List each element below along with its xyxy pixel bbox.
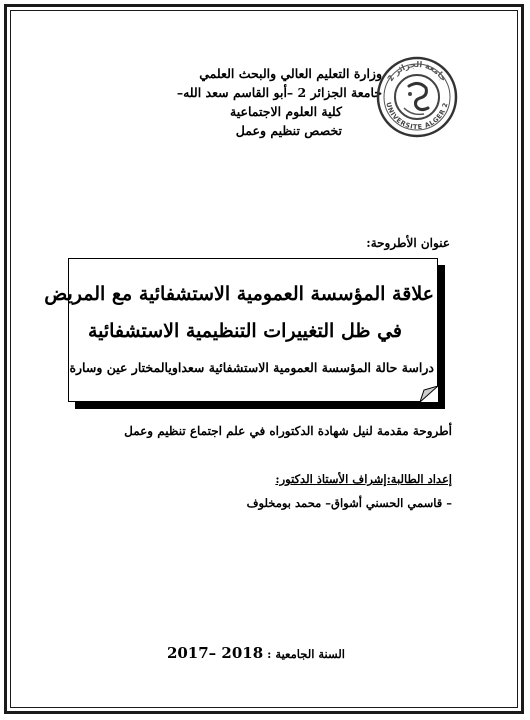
- page-curl-icon: [420, 386, 438, 402]
- institution-header: [92, 64, 382, 140]
- university-logo: [376, 52, 458, 142]
- academic-year-label: السنة الجامعية :: [267, 647, 345, 661]
- ministry-line: وزارة التعليم العالي والبحث العلمي: [199, 66, 382, 81]
- faculty-line: كلية العلوم الاجتماعية: [230, 104, 342, 119]
- academic-year-value: 2017– 2018: [166, 644, 264, 662]
- prepared-supervised-label: إعداد الطالبة:إشراف الأستاذ الدكتور:: [275, 472, 452, 486]
- svg-text:UNIVERSITE ALGER 2: UNIVERSITE ALGER 2: [384, 101, 450, 132]
- svg-text:جامعة الجزائر 2: جامعة الجزائر 2: [385, 59, 449, 83]
- student-supervisor-names: – قاسمي الحسني أشواق– محمد بومخلوف: [246, 496, 452, 510]
- specialty-line: تخصص تنظيم وعمل: [235, 123, 342, 138]
- thesis-title-line-2: في ظل التغييرات التنظيمية الاستشفائية: [87, 320, 402, 342]
- thesis-title-label: عنوان الأطروحة:: [366, 236, 450, 250]
- thesis-subtitle: دراسة حالة المؤسسة العمومية الاستشفائية سعداويالمختار عين وسارة: [69, 360, 434, 375]
- academic-year: [145, 644, 345, 662]
- thesis-title-line-1: علاقة المؤسسة العمومية الاستشفائية مع المريض: [44, 283, 434, 305]
- degree-statement: أطروحة مقدمة لنيل شهادة الدكتوراه في علم اجتماع تنظيم وعمل: [124, 424, 452, 438]
- university-seal-icon: [376, 52, 458, 142]
- university-line: جامعة الجزائر 2 –أبو القاسم سعد الله–: [176, 85, 382, 100]
